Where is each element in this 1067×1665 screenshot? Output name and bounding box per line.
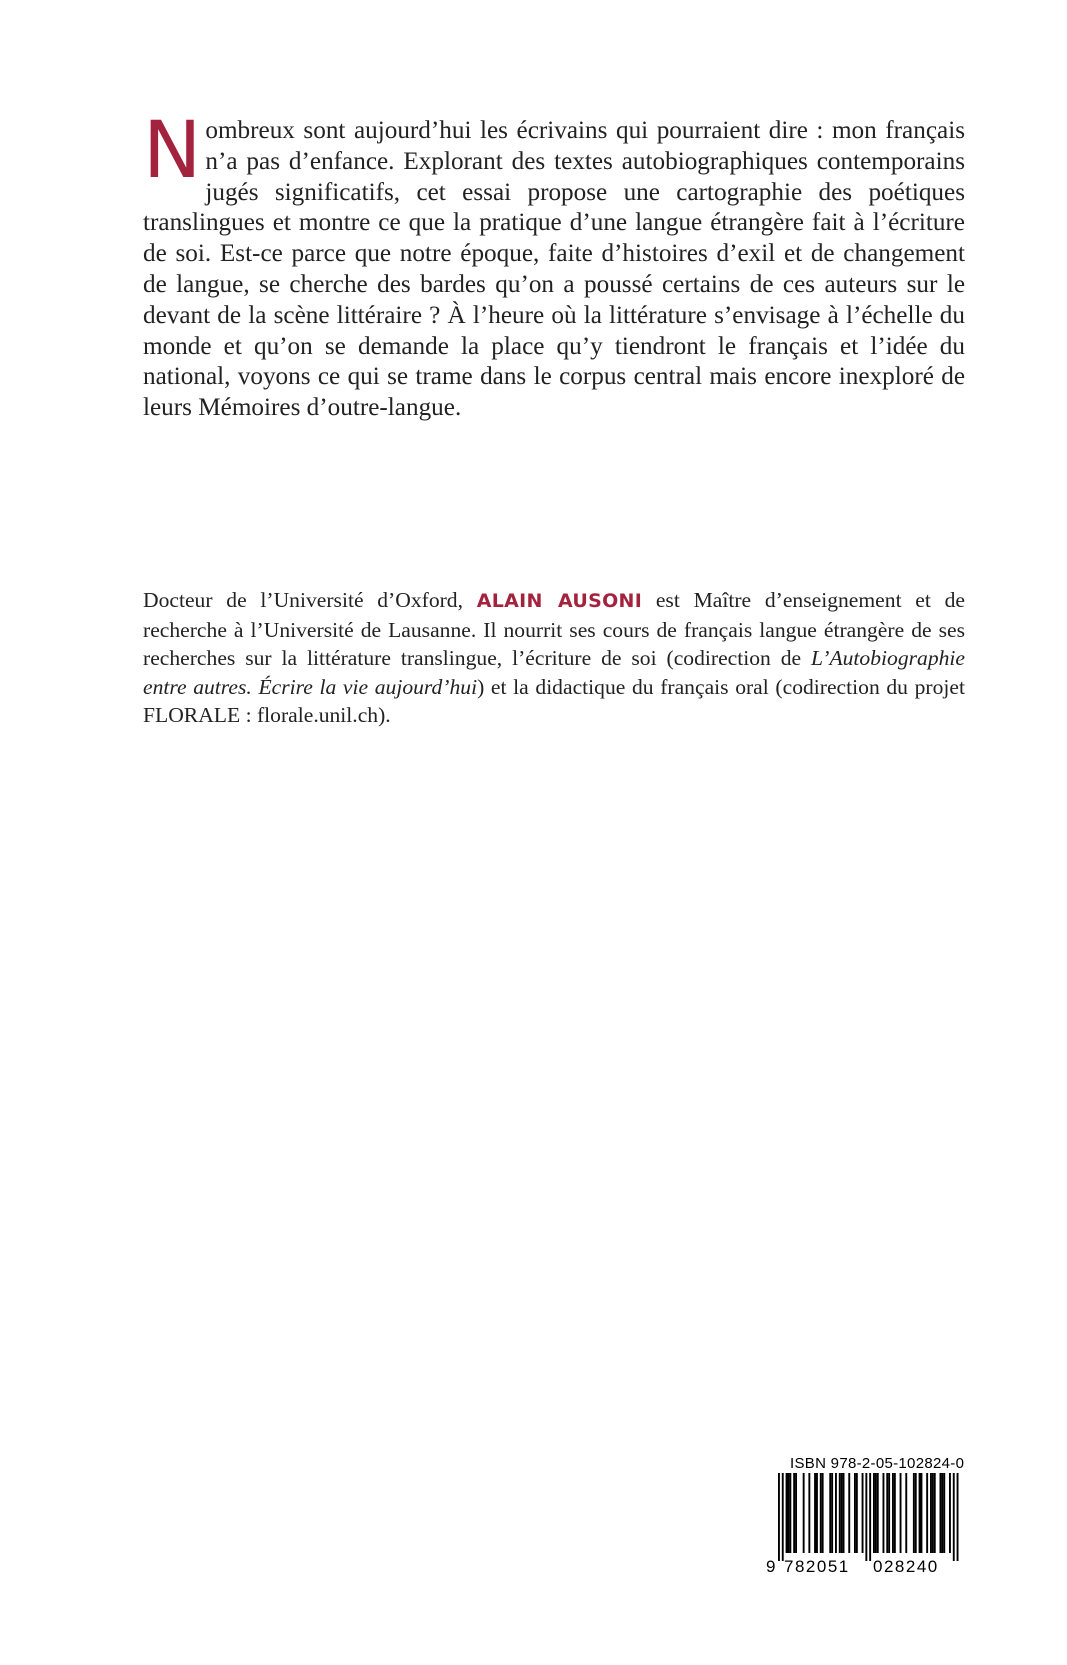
author-bio bbox=[143, 586, 965, 730]
barcode-bar bbox=[778, 1473, 780, 1561]
barcode-bar bbox=[820, 1473, 822, 1553]
barcode-bar bbox=[953, 1473, 955, 1561]
barcode-bar bbox=[841, 1473, 843, 1553]
author-name: ALAIN AUSONI bbox=[476, 590, 643, 612]
barcode-right-digits: 028240 bbox=[873, 1557, 939, 1575]
barcode-first-digit: 9 bbox=[766, 1557, 776, 1575]
blurb-text: ombreux sont aujourd’hui les écrivains qui pourraient dire : mon français n’a pas d’enfance. Explorant des textes autobiographiques contemporains jugés significatifs, cet essai propose une cartographie des poétiques translingues et montre ce que la pratique d’une langue étrangère fait à l’écriture de soi. Est-ce parce que notre époque, faite d’histoires d’exil et de changement de langue, se cherche des bardes qu’on a poussé certains de ces auteurs sur le devant de la scène littéraire ? À l’heure où la littérature s’envisage à l’échelle du monde et qu’on se demande la place qu’y tiendront le français et l’idée du national, voyons ce qui se trame dans le corpus central mais encore inexploré de leurs Mémoires d’outre-langue. bbox=[143, 117, 965, 422]
barcode-bar bbox=[940, 1473, 942, 1553]
barcode-bar bbox=[888, 1473, 890, 1553]
barcode-bar bbox=[957, 1473, 959, 1561]
barcode-bar bbox=[894, 1473, 896, 1553]
barcode-bar bbox=[822, 1473, 824, 1553]
barcode-bar bbox=[913, 1473, 915, 1553]
barcode-bar bbox=[930, 1473, 932, 1553]
barcode-bar bbox=[788, 1473, 790, 1553]
barcode-bar bbox=[900, 1473, 902, 1553]
barcode-bar bbox=[808, 1473, 810, 1553]
barcode-bar bbox=[921, 1473, 923, 1553]
drop-cap-letter: N bbox=[143, 106, 202, 196]
barcode-bar bbox=[892, 1473, 894, 1553]
isbn-label: ISBN 978-2-05-102824-0 bbox=[790, 1455, 965, 1472]
barcode-bar bbox=[854, 1473, 856, 1553]
barcode-bar bbox=[835, 1473, 837, 1553]
barcode-bar bbox=[848, 1473, 850, 1553]
barcode-bar bbox=[829, 1473, 831, 1553]
barcode-bar bbox=[875, 1473, 877, 1553]
barcode-bar bbox=[843, 1473, 845, 1553]
barcode-bar bbox=[915, 1473, 917, 1553]
barcode-bar bbox=[795, 1473, 797, 1553]
barcode-bar bbox=[786, 1473, 788, 1553]
barcode-bar bbox=[865, 1473, 867, 1561]
barcode-bar bbox=[886, 1473, 888, 1553]
bio-part2: est Maître d’enseignement et de recherche à l’Université de Lausanne. Il nourrit ses cours de français langue étrangère de ses recherches sur la littérature translingue, l’écriture de soi (codirection de bbox=[143, 588, 965, 670]
book-title: L’Autobiographie entre autres bbox=[143, 646, 965, 699]
barcode-bar bbox=[831, 1473, 833, 1553]
barcode-bar bbox=[934, 1473, 936, 1553]
barcode-bar bbox=[919, 1473, 921, 1553]
blurb-paragraph bbox=[143, 106, 965, 424]
barcode-bar bbox=[782, 1473, 784, 1561]
barcode-bars bbox=[778, 1473, 959, 1561]
barcode-bar bbox=[814, 1473, 816, 1553]
barcode-left-digits: 782051 bbox=[784, 1557, 850, 1575]
isbn-barcode-block bbox=[762, 1455, 968, 1575]
barcode-bar bbox=[905, 1473, 907, 1553]
barcode-bar bbox=[816, 1473, 818, 1553]
barcode-bar bbox=[803, 1473, 805, 1553]
bio-part3: ) et la didactique du français oral (codirection du projet FLORALE : florale.unil.ch). bbox=[143, 674, 965, 727]
barcode-bar bbox=[877, 1473, 879, 1553]
barcode-bar bbox=[789, 1473, 791, 1553]
barcode-bar bbox=[883, 1473, 885, 1553]
barcode-bar bbox=[856, 1473, 858, 1553]
barcode-bar bbox=[793, 1473, 795, 1553]
barcode-graphic bbox=[762, 1473, 968, 1575]
barcode-bar bbox=[932, 1473, 934, 1553]
barcode-bar bbox=[926, 1473, 928, 1553]
barcode-bar bbox=[839, 1473, 841, 1553]
bio-intro: Docteur de l’Université d’Oxford, bbox=[143, 588, 477, 612]
barcode-bar bbox=[873, 1473, 875, 1553]
barcode-bar bbox=[943, 1473, 945, 1553]
barcode-bar bbox=[862, 1473, 864, 1553]
barcode-bar bbox=[949, 1473, 951, 1553]
book-subtitle: Écrire la vie aujourd’hui bbox=[258, 674, 478, 699]
barcode-bar bbox=[941, 1473, 943, 1553]
barcode-bar bbox=[869, 1473, 871, 1561]
book-title-separator: . bbox=[246, 674, 259, 699]
